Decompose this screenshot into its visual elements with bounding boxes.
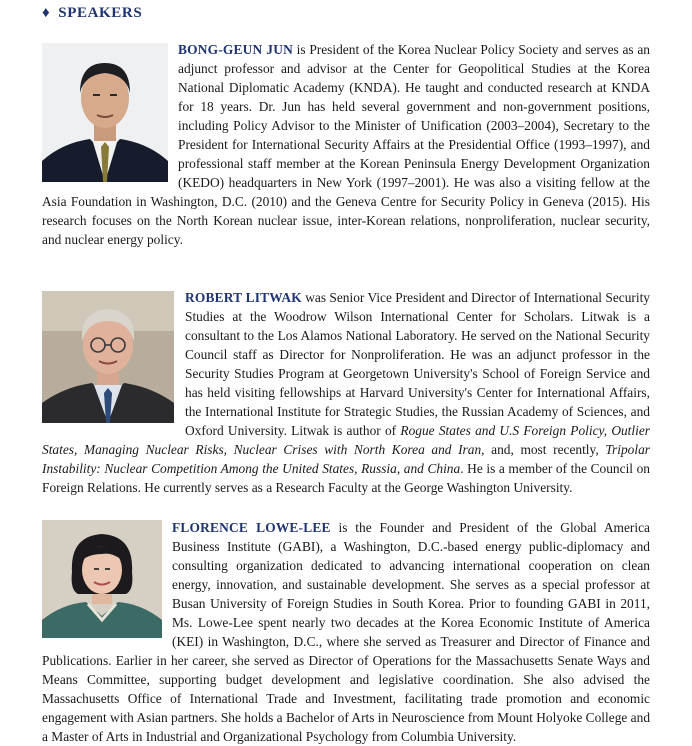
speaker-name: BONG-GEUN JUN	[178, 42, 293, 57]
speaker-photo-lowe-lee	[42, 520, 162, 638]
speaker-photo-litwak	[42, 291, 174, 423]
speaker-name: FLORENCE LOWE-LEE	[172, 520, 331, 535]
speaker-bio-text: was Senior Vice President and Director of International Security Studies at the Woodrow Wilson International Center for Scholars. Litwak is a consultant to the Los Alamos National Laboratory. He served on the National Security Council staff as Director for Nonproliferation. He was an adjunct professor in the Security Studies Program at Georgetown University's School of Foreign Service and has held visiting fellowships at Harvard University's Center for International Affairs, the International Institute for Strategic Studies, the Russian Academy of Sciences, and Oxford University. Litwak is author of	[185, 290, 650, 438]
speaker-name: ROBERT LITWAK	[185, 290, 302, 305]
speaker-bio-lowe-lee	[42, 518, 650, 746]
speaker-bio-litwak	[42, 288, 650, 497]
speaker-photo-jun	[42, 43, 168, 182]
speaker-bio-text: . He is a member of the Council on Foreign Relations. He currently serves as a Research Faculty at the George Washington University.	[42, 461, 650, 495]
speaker-books: Rogue States and U.S Foreign Policy, Outlier States, Managing Nuclear Risks, Nuclear Crises with North Korea and Iran	[42, 423, 650, 457]
speaker-book-recent: Tripolar Instability: Nuclear Competition Among the United States, Russia, and China	[42, 442, 650, 476]
speaker-bio-jun	[42, 40, 650, 249]
speaker-bio-text: , and, most recently,	[481, 442, 606, 457]
section-title: SPEAKERS	[58, 5, 143, 21]
section-heading	[42, 5, 142, 22]
speaker-bio-text: is President of the Korea Nuclear Policy Society and serves as an adjunct professor and advisor at the Center for Geopolitical Studies at the Korea National Diplomatic Academy (KNDA). He taught and conducted research at KNDA for 18 years. Dr. Jun has held several government and non-government positions, including Policy Advisor to the Minister of Unification (2003–2004), Secretary to the President for International Security Affairs at the Presidential Office (1993–1997), and professional staff member at the Korean Peninsula Energy Development Organization (KEDO) headquarters in New York (1997–2001). He was also a visiting fellow at the Asia Foundation in Washington, D.C. (2010) and the Geneva Centre for Security Policy in Geneva (2015). His research focuses on the North Korean nuclear issue, inter-Korean relations, nonproliferation, nuclear security, and nuclear energy policy.	[42, 42, 650, 247]
speaker-bio-text: is the Founder and President of the Global America Business Institute (GABI), a Washington, D.C.-based energy public-diplomacy and consulting organization dedicated to advancing international cooperation on clean energy, innovation, and sustainable development. She serves as a special professor at Busan University of Foreign Studies in South Korea. Prior to founding GABI in 2011, Ms. Lowe-Lee spent nearly two decades at the Korea Economic Institute of America (KEI) in Washington, D.C., where she served as Treasurer and Director of Finance and Publications. Earlier in her career, she served as Director of Operations for the Massachusetts Senate Ways and Means Committee, supporting budget development and legislative coordination. She also advised the Massachusetts Office of International Trade and Investment, facilitating trade promotion and economic engagement with Asian partners. She holds a Bachelor of Arts in Neuroscience from Mount Holyoke College and a Master of Arts in Industrial and Organizational Psychology from Columbia University.	[42, 520, 651, 744]
diamond-bullet-icon: ♦	[42, 5, 51, 21]
